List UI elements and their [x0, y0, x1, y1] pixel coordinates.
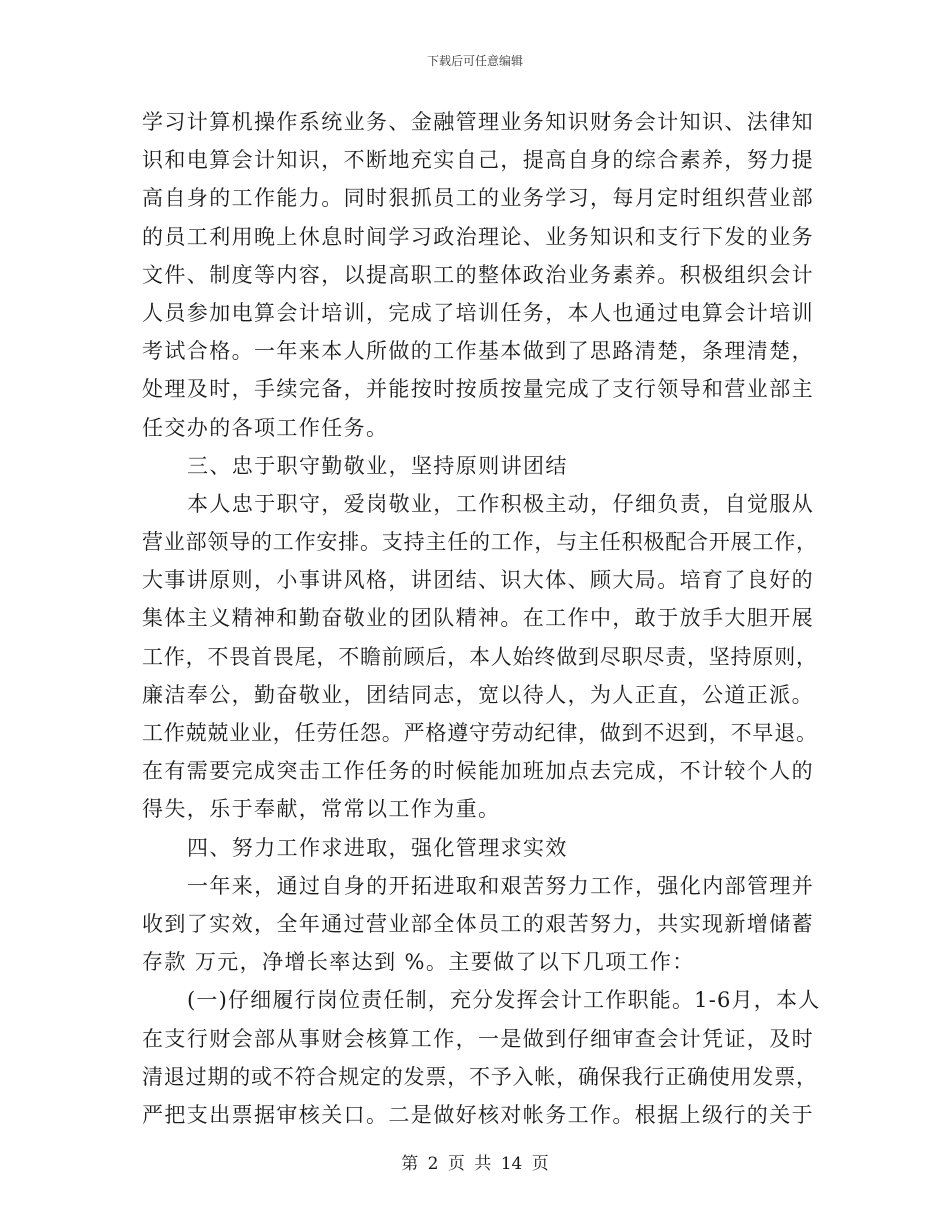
- text-line: 考试合格。一年来本人所做的工作基本做到了思路清楚，条理清楚，: [142, 339, 814, 364]
- text-line: 在支行财会部从事财会核算工作，一是做到仔细审查会计凭证，及时: [142, 1026, 814, 1051]
- text-line: 工作兢兢业业，任劳任怨。严格遵守劳动纪律，做到不迟到，不早退。: [142, 721, 818, 745]
- text-line: 严把支出票据审核关口。二是做好核对帐务工作。根据上级行的关于: [142, 1102, 814, 1127]
- text-line: 文件、制度等内容，以提高职工的整体政治业务素养。积极组织会计: [142, 262, 814, 287]
- text-line: 学习计算机操作系统业务、金融管理业务知识财务会计知识、法律知: [142, 110, 814, 134]
- text-line: 任交办的各项工作任务。: [142, 415, 389, 440]
- text-line: 高自身的工作能力。同时狠抓员工的业务学习，每月定时组织营业部: [142, 186, 814, 211]
- text-line: 收到了实效，全年通过营业部全体员工的艰苦努力，共实现新增储蓄: [142, 911, 814, 936]
- text-line: 得失，乐于奉献，常常以工作为重。: [142, 797, 501, 822]
- text-line: 人员参加电算会计培训，完成了培训任务，本人也通过电算会计培训: [142, 300, 814, 325]
- page-header-note: 下载后可任意编辑: [426, 54, 523, 68]
- text-line: 清退过期的或不符合规定的发票，不予入帐，确保我行正确使用发票，: [142, 1064, 818, 1089]
- text-line: 营业部领导的工作安排。支持主任的工作，与主任积极配合开展工作，: [142, 530, 818, 555]
- section-heading: 四、努力工作求进取，强化管理求实效: [187, 835, 568, 860]
- section-heading: 三、忠于职守勤敬业，坚持原则讲团结: [187, 453, 568, 478]
- text-line: 本人忠于职守，爱岗敬业，工作积极主动，仔细负责，自觉服从: [187, 491, 815, 516]
- text-line: 工作，不畏首畏尾，不瞻前顾后，本人始终做到尽职尽责，坚持原则，: [142, 644, 818, 669]
- text-line: (一)仔细履行岗位责任制，充分发挥会计工作职能。1-6月，本人: [187, 988, 821, 1013]
- text-line: 在有需要完成突击工作任务的时候能加班加点去完成，不计较个人的: [142, 759, 814, 784]
- text-line: 集体主义精神和勤奋敬业的团队精神。在工作中，敢于放手大胆开展: [142, 606, 814, 631]
- text-line: 识和电算会计知识，不断地充实自己，提高自身的综合素养，努力提: [142, 148, 814, 173]
- page-number: 第 2 页 共 14 页: [401, 1154, 549, 1174]
- text-line: 大事讲原则，小事讲风格，讲团结、识大体、顾大局。培育了良好的: [142, 568, 814, 593]
- document-body: [142, 103, 822, 1134]
- text-line: 存款 万元，净增长率达到 %。主要做了以下几项工作：: [142, 950, 695, 975]
- text-line: 一年来，通过自身的开拓进取和艰苦努力工作，强化内部管理并: [187, 873, 815, 898]
- text-line: 的员工利用晚上休息时间学习政治理论、业务知识和支行下发的业务: [142, 224, 814, 249]
- text-line: 处理及时，手续完备，并能按时按质按量完成了支行领导和营业部主: [142, 377, 814, 402]
- text-line: 廉洁奉公，勤奋敬业，团结同志，宽以待人，为人正直，公道正派。: [142, 682, 814, 707]
